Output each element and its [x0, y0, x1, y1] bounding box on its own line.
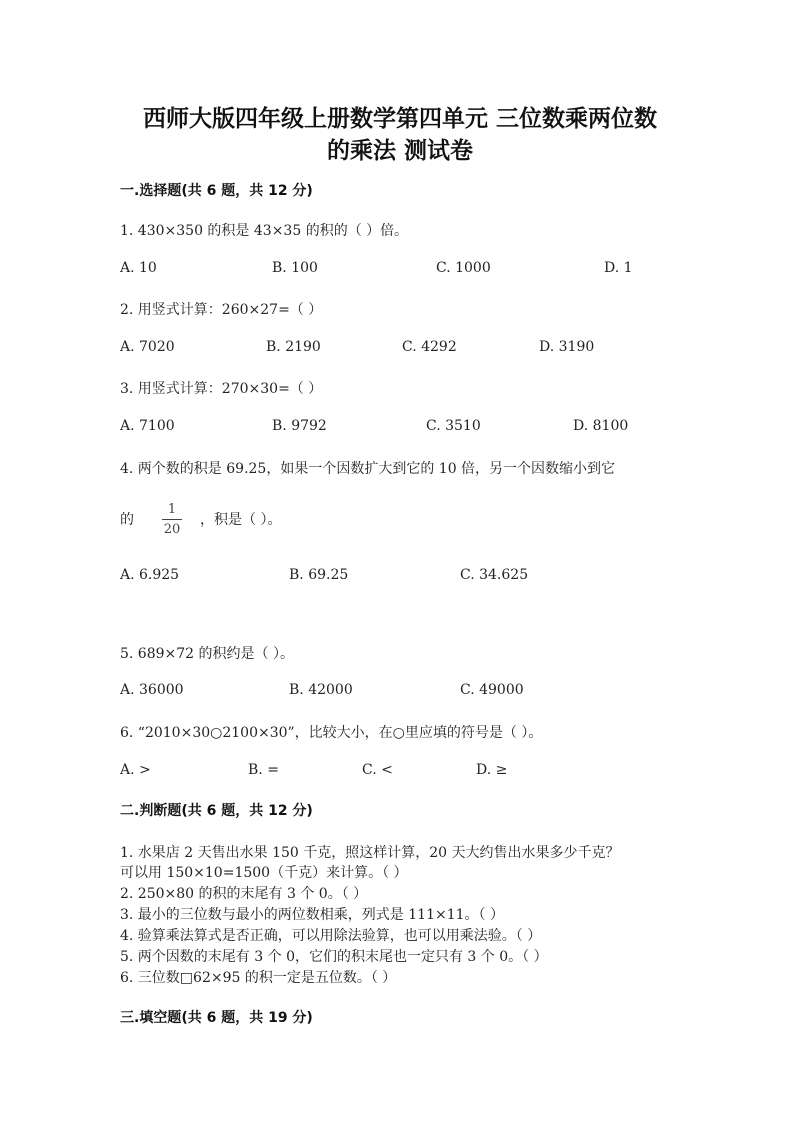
tf-item-1-line2: 可以用 150×10=1500（千克）来计算。（ ）	[120, 865, 408, 881]
q3-option-c: C. 3510	[426, 418, 481, 434]
page-title-line1: 西师大版四年级上册数学第四单元 三位数乘两位数	[142, 106, 657, 132]
q5-option-c: C. 49000	[460, 682, 524, 698]
question-3-stem: 3. 用竖式计算：270×30=（ ）	[120, 381, 323, 397]
q4-option-c: C. 34.625	[460, 567, 529, 583]
q3-option-d: D. 8100	[573, 418, 629, 434]
q3-option-a: A. 7100	[120, 418, 175, 434]
tf-item-5: 5. 两个因数的末尾有 3 个 0，它们的积末尾也一定只有 3 个 0。（ ）	[120, 949, 548, 965]
q4-option-b: B. 69.25	[289, 567, 349, 583]
q5-option-a: A. 36000	[120, 682, 184, 698]
section-heading-fill-blank: 三.填空题(共 6 题，共 19 分)	[120, 1010, 313, 1026]
section-heading-choice: 一.选择题(共 6 题，共 12 分)	[120, 183, 313, 199]
question-4-stem-line2-pre: 的	[120, 512, 134, 528]
section-heading-true-false: 二.判断题(共 6 题，共 12 分)	[120, 803, 313, 819]
q2-option-b: B. 2190	[266, 339, 321, 355]
q6-option-d: D. ≥	[476, 762, 508, 778]
tf-item-3: 3. 最小的三位数与最小的两位数相乘，列式是 111×11。（ ）	[120, 907, 504, 923]
tf-item-4: 4. 验算乘法算式是否正确，可以用除法验算，也可以用乘法验。（ ）	[120, 928, 542, 944]
fraction-denominator: 20	[163, 522, 181, 537]
question-2-stem: 2. 用竖式计算：260×27=（ ）	[120, 302, 323, 318]
q3-option-b: B. 9792	[272, 418, 327, 434]
q6-option-a: A. >	[120, 762, 151, 778]
q2-option-d: D. 3190	[539, 339, 595, 355]
question-4-stem: 4. 两个数的积是 69.25，如果一个因数扩大到它的 10 倍，另一个因数缩小到它	[120, 461, 616, 477]
question-5-stem: 5. 689×72 的积约是（ ）。	[120, 646, 294, 662]
q2-option-c: C. 4292	[402, 339, 457, 355]
q1-option-d: D. 1	[604, 260, 633, 276]
q6-option-c: C. <	[362, 762, 393, 778]
question-6-stem: 6. “2010×30○2100×30”，比较大小，在○里应填的符号是（ ）。	[120, 725, 543, 741]
fraction-one-twentieth	[160, 501, 184, 538]
q4-option-a: A. 6.925	[120, 567, 180, 583]
tf-item-2: 2. 250×80 的积的末尾有 3 个 0。（ ）	[120, 886, 368, 902]
fraction-bar	[162, 519, 182, 520]
q1-option-c: C. 1000	[436, 260, 491, 276]
q5-option-b: B. 42000	[289, 682, 353, 698]
question-1-stem: 1. 430×350 的积是 43×35 的积的（ ）倍。	[120, 223, 409, 239]
question-4-stem-line2-post: ，积是（ ）。	[200, 512, 282, 528]
q6-option-b: B. =	[248, 762, 279, 778]
tf-item-1-line1: 1. 水果店 2 天售出水果 150 千克，照这样计算，20 天大约售出水果多少千克？	[120, 845, 620, 861]
q2-option-a: A. 7020	[120, 339, 175, 355]
fraction-numerator: 1	[167, 502, 177, 517]
page-title-line2: 的乘法 测试卷	[326, 138, 473, 164]
tf-item-6: 6. 三位数□62×95 的积一定是五位数。（ ）	[120, 970, 397, 986]
q1-option-b: B. 100	[272, 260, 318, 276]
q1-option-a: A. 10	[120, 260, 157, 276]
